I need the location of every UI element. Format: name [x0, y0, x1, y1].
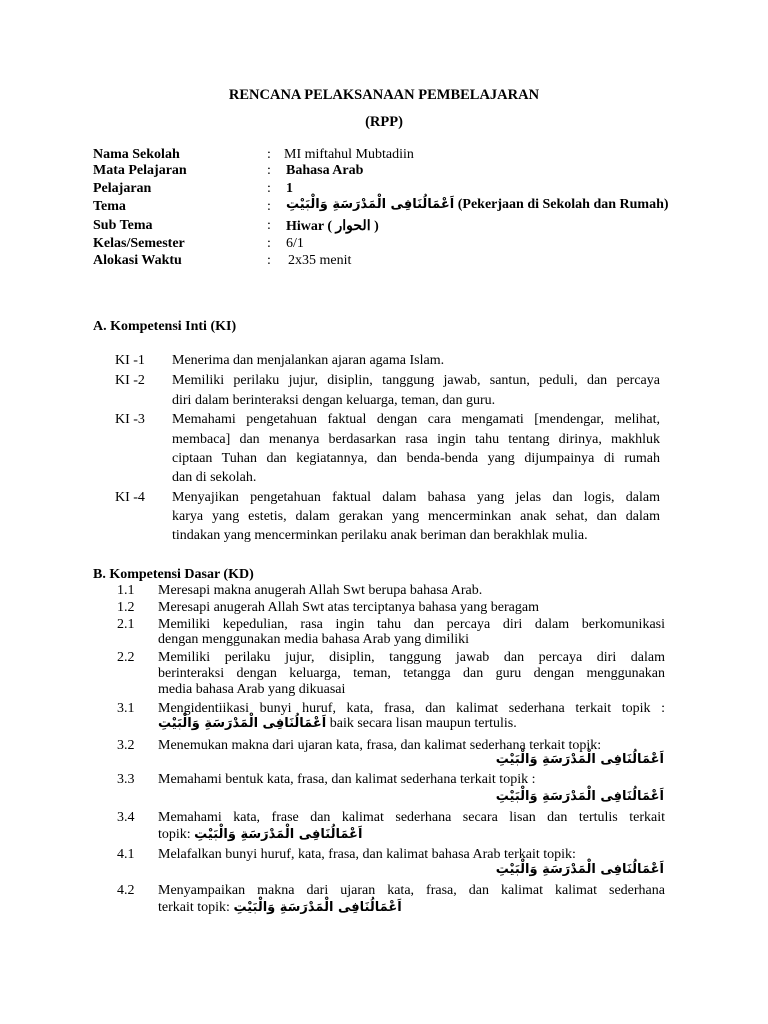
kd-text-line: Melafalkan bunyi huruf, kata, frasa, dan kalimat bahasa Arab terkait topik: — [158, 847, 576, 862]
ki-text-line: Menerima dan menjalankan ajaran agama Islam. — [172, 353, 445, 368]
ki-text-line: Menyajikan pengetahuan faktual dalam bahasa yang jelas dan logis, dalam — [172, 490, 660, 505]
ki-text-line: ciptaan Tuhan dan kegiatannya, dan benda-benda yang dijumpainya di rumah — [172, 451, 660, 466]
kd-text-prefix: topik: — [158, 827, 191, 842]
kd-code: 4.1 — [117, 847, 135, 862]
section-a-heading: A. Kompetensi Inti (KI) — [93, 319, 237, 334]
arabic-topic-text: اَعْمَالُنَافِى الْمَدْرَسَةِ وَالْبَيْتِ — [495, 789, 664, 804]
identity-colon: : — [267, 236, 271, 251]
kd-text-line: Memiliki perilaku jujur, disiplin, tanggung jawab dan percaya diri dalam — [158, 650, 665, 665]
identity-colon: : — [267, 163, 271, 178]
arabic-topic-text: اَعْمَالُنَافِى الْمَدْرَسَةِ وَالْبَيْتِ — [194, 827, 363, 842]
ki-text-line: Memiliki perilaku jujur, disiplin, tanggung jawab, santun, peduli, dan percaya — [172, 373, 660, 388]
identity-value: Hiwar ( الحوار ) — [286, 219, 379, 234]
ki-text-line: membaca] dan menanya berdasarkan rasa ingin tahu tentang dirinya, makhluk — [172, 432, 660, 447]
kd-text-line: Meresapi anugerah Allah Swt atas terciptanya bahasa yang beragam — [158, 600, 539, 615]
kd-code: 2.1 — [117, 617, 135, 632]
ki-text-line: karya yang estetis, dalam gerakan yang mencerminkan anak sehat, dan dalam — [172, 509, 660, 524]
kd-text-line: media bahasa Arab yang dikuasai — [158, 682, 346, 697]
identity-value: 2x35 menit — [288, 253, 352, 268]
kd-code: 2.2 — [117, 650, 135, 665]
identity-label: Sub Tema — [93, 218, 153, 233]
identity-colon: : — [267, 253, 271, 268]
kd-code: 3.2 — [117, 738, 135, 753]
ki-text-line: Memahami pengetahuan faktual dengan cara mengamati [mendengar, melihat, — [172, 412, 660, 427]
document-title: RENCANA PELAKSANAAN PEMBELAJARAN — [228, 87, 540, 103]
kd-text-line: berinteraksi dengan keluarga, teman, tetangga dan guru dengan menggunakan — [158, 666, 665, 681]
ki-code: KI -2 — [115, 373, 145, 388]
ki-code: KI -3 — [115, 412, 145, 427]
identity-label: Alokasi Waktu — [93, 253, 182, 268]
kd-text-line-arabic — [158, 716, 517, 732]
section-b-heading: B. Kompetensi Dasar (KD) — [93, 567, 254, 582]
kd-text-line: Menyampaikan makna dari ujaran kata, frasa, dan kalimat kalimat sederhana — [158, 883, 665, 898]
kd-code: 3.3 — [117, 772, 135, 787]
document-subtitle: (RPP) — [365, 114, 403, 130]
identity-value: 6/1 — [286, 236, 304, 251]
kd-text-line-arabic — [158, 827, 362, 843]
arabic-topic-text: اَعْمَالُنَافِى الْمَدْرَسَةِ وَالْبَيْتِ — [233, 900, 402, 915]
theme-translation: (Pekerjaan di Sekolah dan Rumah) — [457, 197, 669, 212]
kd-text-line: dengan menggunakan media bahasa Arab yang dimiliki — [158, 632, 470, 647]
kd-text-line-arabic — [158, 900, 402, 916]
identity-label: Nama Sekolah — [93, 147, 180, 162]
kd-text-line: Menemukan makna dari ujaran kata, frasa, dan kalimat sederhana terkait topik: — [158, 738, 602, 753]
arabic-topic-text: اَعْمَالُنَافِى الْمَدْرَسَةِ وَالْبَيْتِ — [495, 752, 664, 767]
kd-code: 3.4 — [117, 810, 135, 825]
ki-text-line: diri dalam berinteraksi dengan keluarga, teman, dan guru. — [172, 393, 496, 408]
identity-label: Pelajaran — [93, 181, 152, 196]
identity-colon: : — [267, 147, 271, 162]
arabic-topic-text: اَعْمَالُنَافِى الْمَدْرَسَةِ وَالْبَيْتِ — [158, 716, 327, 731]
identity-value: Bahasa Arab — [286, 163, 364, 178]
kd-text-line: Mengidentiikasi bunyi huruf, kata, frasa, dan kalimat sederhana terkait topik : — [158, 701, 665, 716]
arabic-theme-text: اَعْمَالُنَافِى الْمَدْرَسَةِ وَالْبَيْتِ — [286, 197, 455, 212]
identity-colon: : — [267, 199, 271, 214]
identity-label: Mata Pelajaran — [93, 163, 187, 178]
kd-text-line: Meresapi makna anugerah Allah Swt berupa bahasa Arab. — [158, 583, 483, 598]
identity-value-tema — [286, 197, 669, 213]
identity-value: MI miftahul Mubtadiin — [284, 147, 414, 162]
kd-code: 1.1 — [117, 583, 135, 598]
identity-label: Tema — [93, 199, 126, 214]
kd-text-line: Memiliki kepedulian, rasa ingin tahu dan percaya diri dalam berkomunikasi — [158, 617, 665, 632]
ki-text-line: dan di sekolah. — [172, 470, 257, 485]
arabic-topic-text: اَعْمَالُنَافِى الْمَدْرَسَةِ وَالْبَيْتِ — [495, 862, 664, 877]
kd-text-line: Memahami bentuk kata, frasa, dan kalimat sederhana terkait topik : — [158, 772, 536, 787]
kd-code: 1.2 — [117, 600, 135, 615]
identity-colon: : — [267, 181, 271, 196]
kd-text-prefix: terkait topik: — [158, 900, 230, 915]
kd-text-suffix: baik secara lisan maupun tertulis. — [329, 716, 517, 731]
ki-code: KI -1 — [115, 353, 145, 368]
kd-text-line: Memahami kata, frase dan kalimat sederhana secara lisan dan tertulis terkait — [158, 810, 665, 825]
ki-code: KI -4 — [115, 490, 145, 505]
kd-code: 4.2 — [117, 883, 135, 898]
identity-value: 1 — [286, 181, 293, 196]
ki-text-line: tindakan yang mencerminkan perilaku anak beriman dan berakhlak mulia. — [172, 528, 588, 543]
identity-label: Kelas/Semester — [93, 236, 185, 251]
kd-code: 3.1 — [117, 701, 135, 716]
identity-colon: : — [267, 218, 271, 233]
